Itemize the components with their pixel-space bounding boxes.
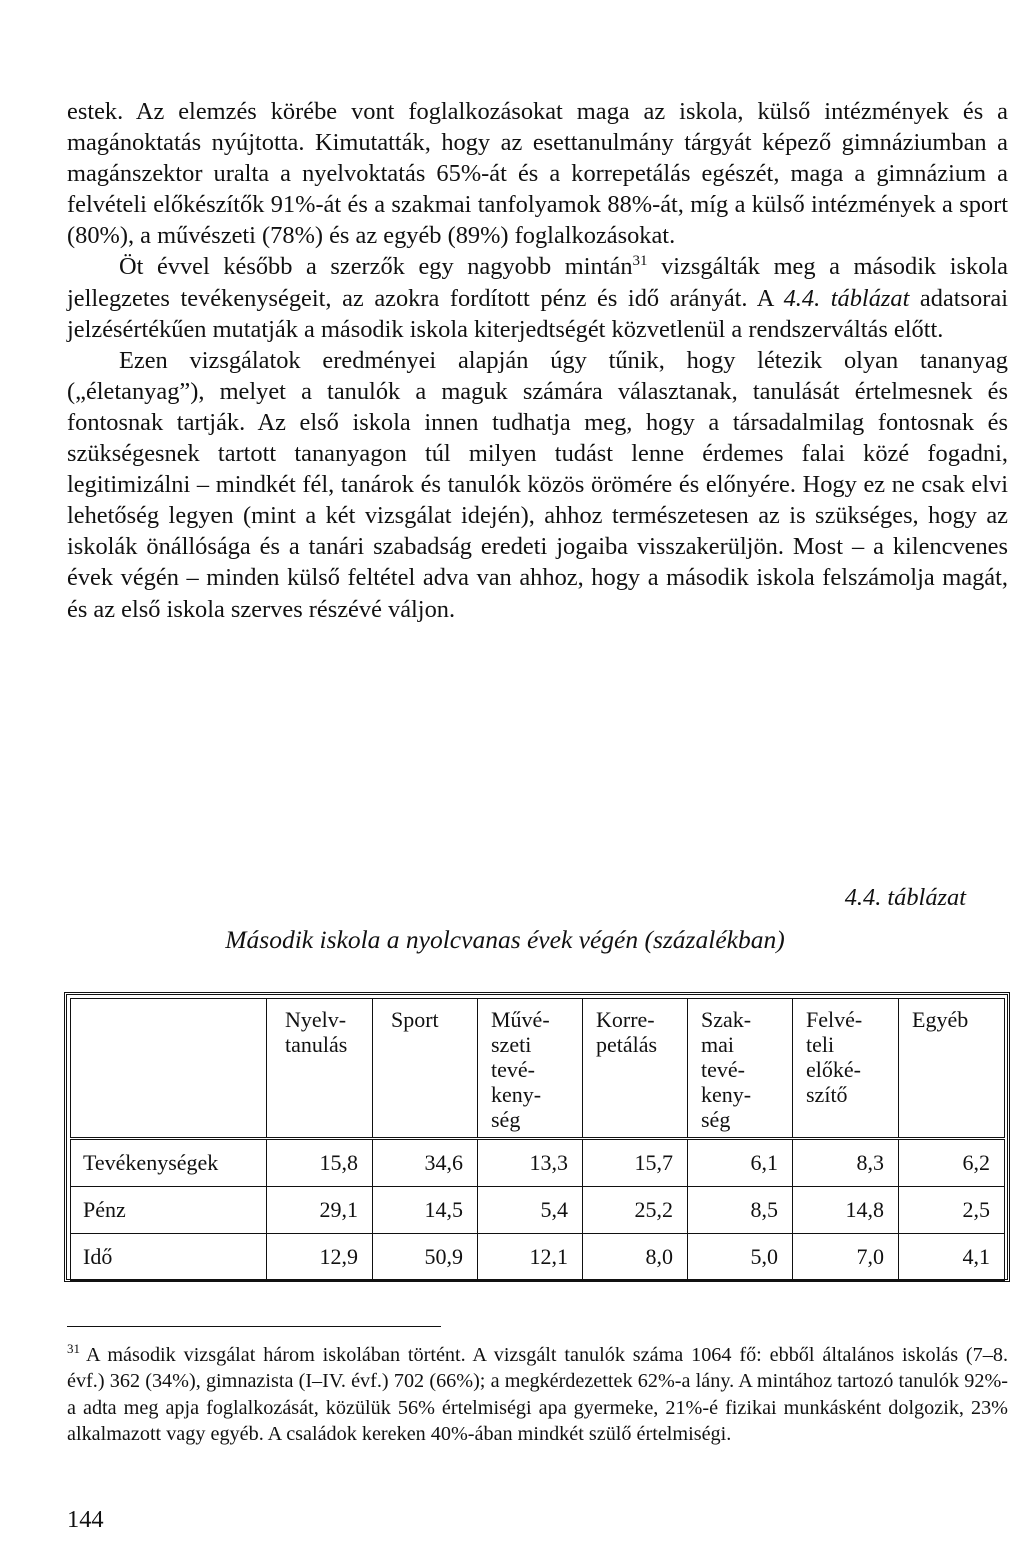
row-label: Idő: [71, 1234, 267, 1281]
column-header-line: teli: [806, 1032, 835, 1057]
table-cell: 14,8: [793, 1187, 899, 1234]
table-cell: 8,5: [688, 1187, 793, 1234]
column-header-line: Egyéb: [912, 1007, 969, 1032]
table-cell: 15,7: [583, 1139, 688, 1187]
table-cell: 5,0: [688, 1234, 793, 1281]
column-header-line: petálás: [596, 1032, 658, 1057]
column-header-line: előké-: [806, 1057, 861, 1082]
table-cell: 8,3: [793, 1139, 899, 1187]
column-header-line: ség: [701, 1107, 731, 1132]
column-header-line: ség: [491, 1107, 521, 1132]
footnote: [67, 1342, 1008, 1448]
table-header-row: [71, 999, 1005, 1139]
column-header-line: Korre-: [596, 1007, 655, 1032]
column-header-cell: [267, 999, 373, 1139]
column-header-line: szítő: [806, 1082, 848, 1107]
table-cell: 6,2: [899, 1139, 1005, 1187]
paragraph-2-start: Öt évvel később a szerzők egy nagyobb mintán: [119, 253, 633, 281]
body-text: [67, 96, 1008, 625]
table-frame: [64, 992, 1010, 1282]
table-cell: 15,8: [267, 1139, 373, 1187]
table-cell: 50,9: [373, 1234, 478, 1281]
row-label: Tevékenységek: [71, 1139, 267, 1187]
column-header-cell: [688, 999, 793, 1139]
footnote-reference[interactable]: 31: [632, 253, 648, 270]
footnote-marker: 31: [67, 1341, 80, 1356]
header-corner-cell: [71, 999, 267, 1139]
paragraph-2-middle: vizsgálták meg a második iskola jellegzetes tevékenységeit, az azokra fordított pénz és idő arányát. A: [67, 253, 1008, 312]
table-cell: 8,0: [583, 1234, 688, 1281]
table-row: [71, 1234, 1005, 1281]
column-header-line: tevé-: [491, 1057, 535, 1082]
column-header-line: keny-: [701, 1082, 752, 1107]
page-number: 144: [67, 1506, 104, 1533]
data-table: [70, 998, 1005, 1281]
column-header-line: szeti: [491, 1032, 532, 1057]
table-cell: 29,1: [267, 1187, 373, 1234]
paragraph-3: Ezen vizsgálatok eredményei alapján úgy tűnik, hogy létezik olyan tananyag („életanyag”), melyet a tanulók a maguk számára választanak, tanulását értelmesnek és fontosnak tartják. Az első iskola innen tudhatja meg, hogy a társadalmilag fontosnak és szükségesnek tartott tananyagon túl milyen tudást lenne érdemes falai közé fogadni, legitimizálni – mindkét fél, tanárok és tanulók közös örömére és előnyére. Hogy ez ne csak elvi lehetőség legyen (mint a két vizsgálat idején), ahhoz természetesen az is szükséges, hogy az iskolák önállósága és a tanári szabadság eredeti jogaiba visszakerüljön. Most – a kilencvenes évek végén – minden külső feltétel adva van ahhoz, hogy a második iskola felszámolja magát, és az első iskola szerves részévé váljon.: [67, 346, 1008, 623]
column-header-cell: [899, 999, 1005, 1139]
column-header-cell: [373, 999, 478, 1139]
column-header-line: tevé-: [701, 1057, 745, 1082]
paragraph-2: [67, 251, 1008, 344]
column-header-line: keny-: [491, 1082, 542, 1107]
column-header-cell: [583, 999, 688, 1139]
table-cell: 13,3: [478, 1139, 583, 1187]
table-cell: 6,1: [688, 1139, 793, 1187]
table-cell: 4,1: [899, 1234, 1005, 1281]
paragraph-1: estek. Az elemzés körébe vont foglalkozásokat maga az iskola, külső intézmények és a magánoktatás nyújtotta. Kimutatták, hogy az esettanulmány tárgyát képező gimnáziumban a magánszektor uralta a nyelvoktatás 65%-át és a korrepetálás egészét, maga a gimnázium a felvételi előkészítők 91%-át és a szakmai tanfolyamok 88%-át, míg a külső intézmények a sport (80%), a művészeti (78%) és az egyéb (89%) foglalkozásokat.: [67, 98, 1008, 250]
table-number: 4.4. táblázat: [844, 884, 966, 911]
footnote-divider: [67, 1326, 441, 1327]
table-row: [71, 1187, 1005, 1234]
table-cell: 12,1: [478, 1234, 583, 1281]
column-header-cell: [478, 999, 583, 1139]
column-header-line: Művé-: [491, 1007, 550, 1032]
table-title: Második iskola a nyolcvanas évek végén (százalékban): [225, 925, 785, 954]
column-header-line: Felvé-: [806, 1007, 863, 1032]
column-header-line: Sport: [391, 1007, 439, 1032]
table-cell: 2,5: [899, 1187, 1005, 1234]
column-header-line: Szak-: [701, 1007, 752, 1032]
table-cell: 25,2: [583, 1187, 688, 1234]
table-cell: 34,6: [373, 1139, 478, 1187]
column-header-line: mai: [701, 1032, 734, 1057]
table-cell: 14,5: [373, 1187, 478, 1234]
column-header-cell: [793, 999, 899, 1139]
table-row: [71, 1139, 1005, 1187]
table-cell: 7,0: [793, 1234, 899, 1281]
column-header-line: tanulás: [285, 1032, 348, 1057]
footnote-text: A második vizsgálat három iskolában történt. A vizsgált tanulók száma 1064 fő: ebből általános iskolás (7–8. évf.) 362 (34%), gimnazista (I–IV. évf.) 702 (66%); a megkérdezettek 62%-a lány. A mintához tartozó tanulók 92%-a adta meg apja foglalkozását, közülük 56% értelmiségi apa gyermeke, 21%-é fizikai munkásként dolgozik, 23% alkalmazott vagy egyéb. A családok kereken 40%-ában mindkét szülő értelmiségi.: [67, 1344, 1008, 1446]
column-header-line: Nyelv-: [285, 1007, 347, 1032]
row-label: Pénz: [71, 1187, 267, 1234]
table-cell: 5,4: [478, 1187, 583, 1234]
table-reference: 4.4. táblázat: [783, 284, 910, 312]
table-cell: 12,9: [267, 1234, 373, 1281]
paragraph-2-end: adatsorai jelzésértékűen mutatják a második iskola kiterjedtségét közvetlenül a rendszerváltás előtt.: [67, 284, 1008, 343]
